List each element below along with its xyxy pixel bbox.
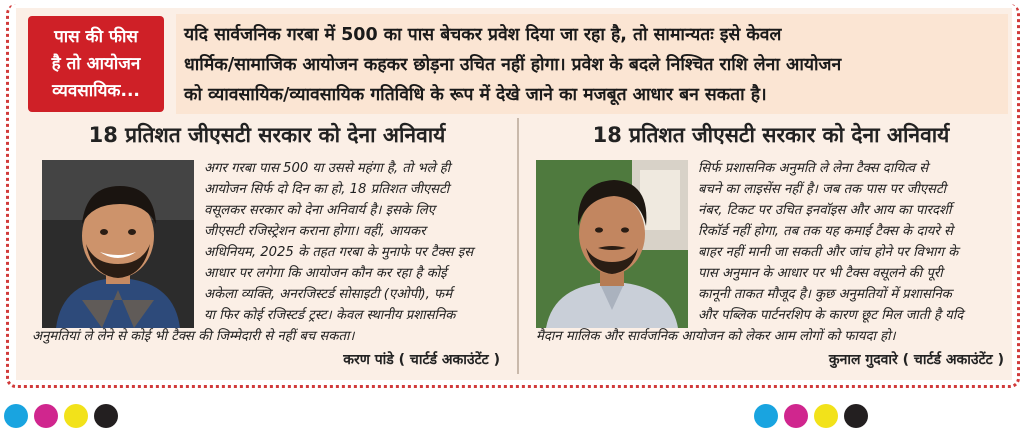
body-line: नंबर, टिकट पर उचित इनवॉइस और आय का पारदर्शी [698,203,952,218]
right-body-full [698,305,1008,326]
right-body-full-last [536,326,1014,347]
body-line: अकेला व्यक्ति, अनरजिस्टर्ड सोसाइटी (एओपी), फर्म [204,287,453,302]
right-headline: 18 प्रतिशत जीएसटी सरकार को देना अनिवार्य [592,123,950,147]
yellow-registration-dot [814,404,838,428]
lead-line: को व्यावसायिक/व्यावसायिक गतिविधि के रूप में देखे जाने का मजबूत आधार बन सकता है। [184,85,767,105]
cyan-registration-dot [754,404,778,428]
body-line: आधार पर लगेगा कि आयोजन कौन कर रहा है कोई [204,266,447,281]
section-tag-line: पास की फीस [54,26,138,47]
black-registration-dot [844,404,868,428]
body-line: वसूलकर सरकार को देना अनिवार्य है। इसके लिए [204,203,435,218]
body-line: सिर्फ प्रशासनिक अनुमति ले लेना टैक्स दायित्व से [698,161,929,176]
body-line: या फिर कोई रजिस्टर्ड ट्रस्ट। केवल स्थानीय प्रशासनिक [204,308,456,323]
body-line: अनुमतियां ले लेने से कोई भी टैक्स की जिम्मेदारी से नहीं बच सकता। [32,329,355,344]
right-body-side [698,158,1008,305]
left-byline: करण पांडे ( चार्टर्ड अकाउंटेंट ) [343,352,500,368]
body-line: अगर गरबा पास 500 या उससे महंगा है, तो भले ही [204,161,451,176]
body-line: मैदान मालिक और सार्वजनिक आयोजन को लेकर आम लोगों को फायदा हो। [536,329,896,344]
left-headline: 18 प्रतिशत जीएसटी सरकार को देना अनिवार्य [88,123,446,147]
body-line: बाहर नहीं मानी जा सकती और जांच होने पर विभाग के [698,245,959,260]
right-byline: कुनाल गुदवारे ( चार्टर्ड अकाउंटेंट ) [828,352,1004,368]
body-line: जीएसटी रजिस्ट्रेशन कराना होगा। वहीं, आयकर [204,224,426,239]
section-tag-line: व्यवसायिक... [52,80,140,101]
magenta-registration-dot [784,404,808,428]
registration-marks-right [754,404,868,428]
right-column [532,118,1010,376]
lead-line: यदि सार्वजनिक गरबा में 500 का पास बेचकर प्रवेश दिया जा रहा है, तो सामान्यतः इसे केवल [184,25,782,45]
body-line: बचने का लाइसेंस नहीं है। जब तक पास पर जीएसटी [698,182,947,197]
magenta-registration-dot [34,404,58,428]
left-person-photo [42,160,194,328]
left-body-side [204,158,504,305]
left-column [28,118,506,376]
body-line: आयोजन सिर्फ दो दिन का हो, 18 प्रतिशत जीएसटी [204,182,450,197]
body-line: कानूनी ताकत मौजूद है। कुछ अनुमतियों में प्रशासनिक [698,287,952,302]
column-divider [517,118,519,374]
body-line: और पब्लिक पार्टनरशिप के कारण छूट मिल जाती है यदि [698,308,964,323]
yellow-registration-dot [64,404,88,428]
person-portrait-icon [42,160,194,328]
lead-line: धार्मिक/सामाजिक आयोजन कहकर छोड़ना उचित नहीं होगा। प्रवेश के बदले निश्चित राशि लेना आयोजन [184,55,842,75]
right-person-photo [536,160,688,328]
registration-marks-left [4,404,118,428]
body-line: पास अनुमान के आधार पर भी टैक्स वसूलने की पूरी [698,266,943,281]
body-line: अधिनियम, 2025 के तहत गरबा के मुनाफे पर टैक्स इस [204,245,474,260]
lead-paragraph [176,14,1008,114]
body-line: रिकॉर्ड नहीं होगा, तब तक यह कमाई टैक्स के दायरे से [698,224,953,239]
left-body-full [204,305,504,326]
person-portrait-icon [536,160,688,328]
section-tag-line: है तो आयोजन [51,53,141,74]
section-tag [28,16,164,112]
left-body-full-last [32,326,510,347]
cyan-registration-dot [4,404,28,428]
black-registration-dot [94,404,118,428]
